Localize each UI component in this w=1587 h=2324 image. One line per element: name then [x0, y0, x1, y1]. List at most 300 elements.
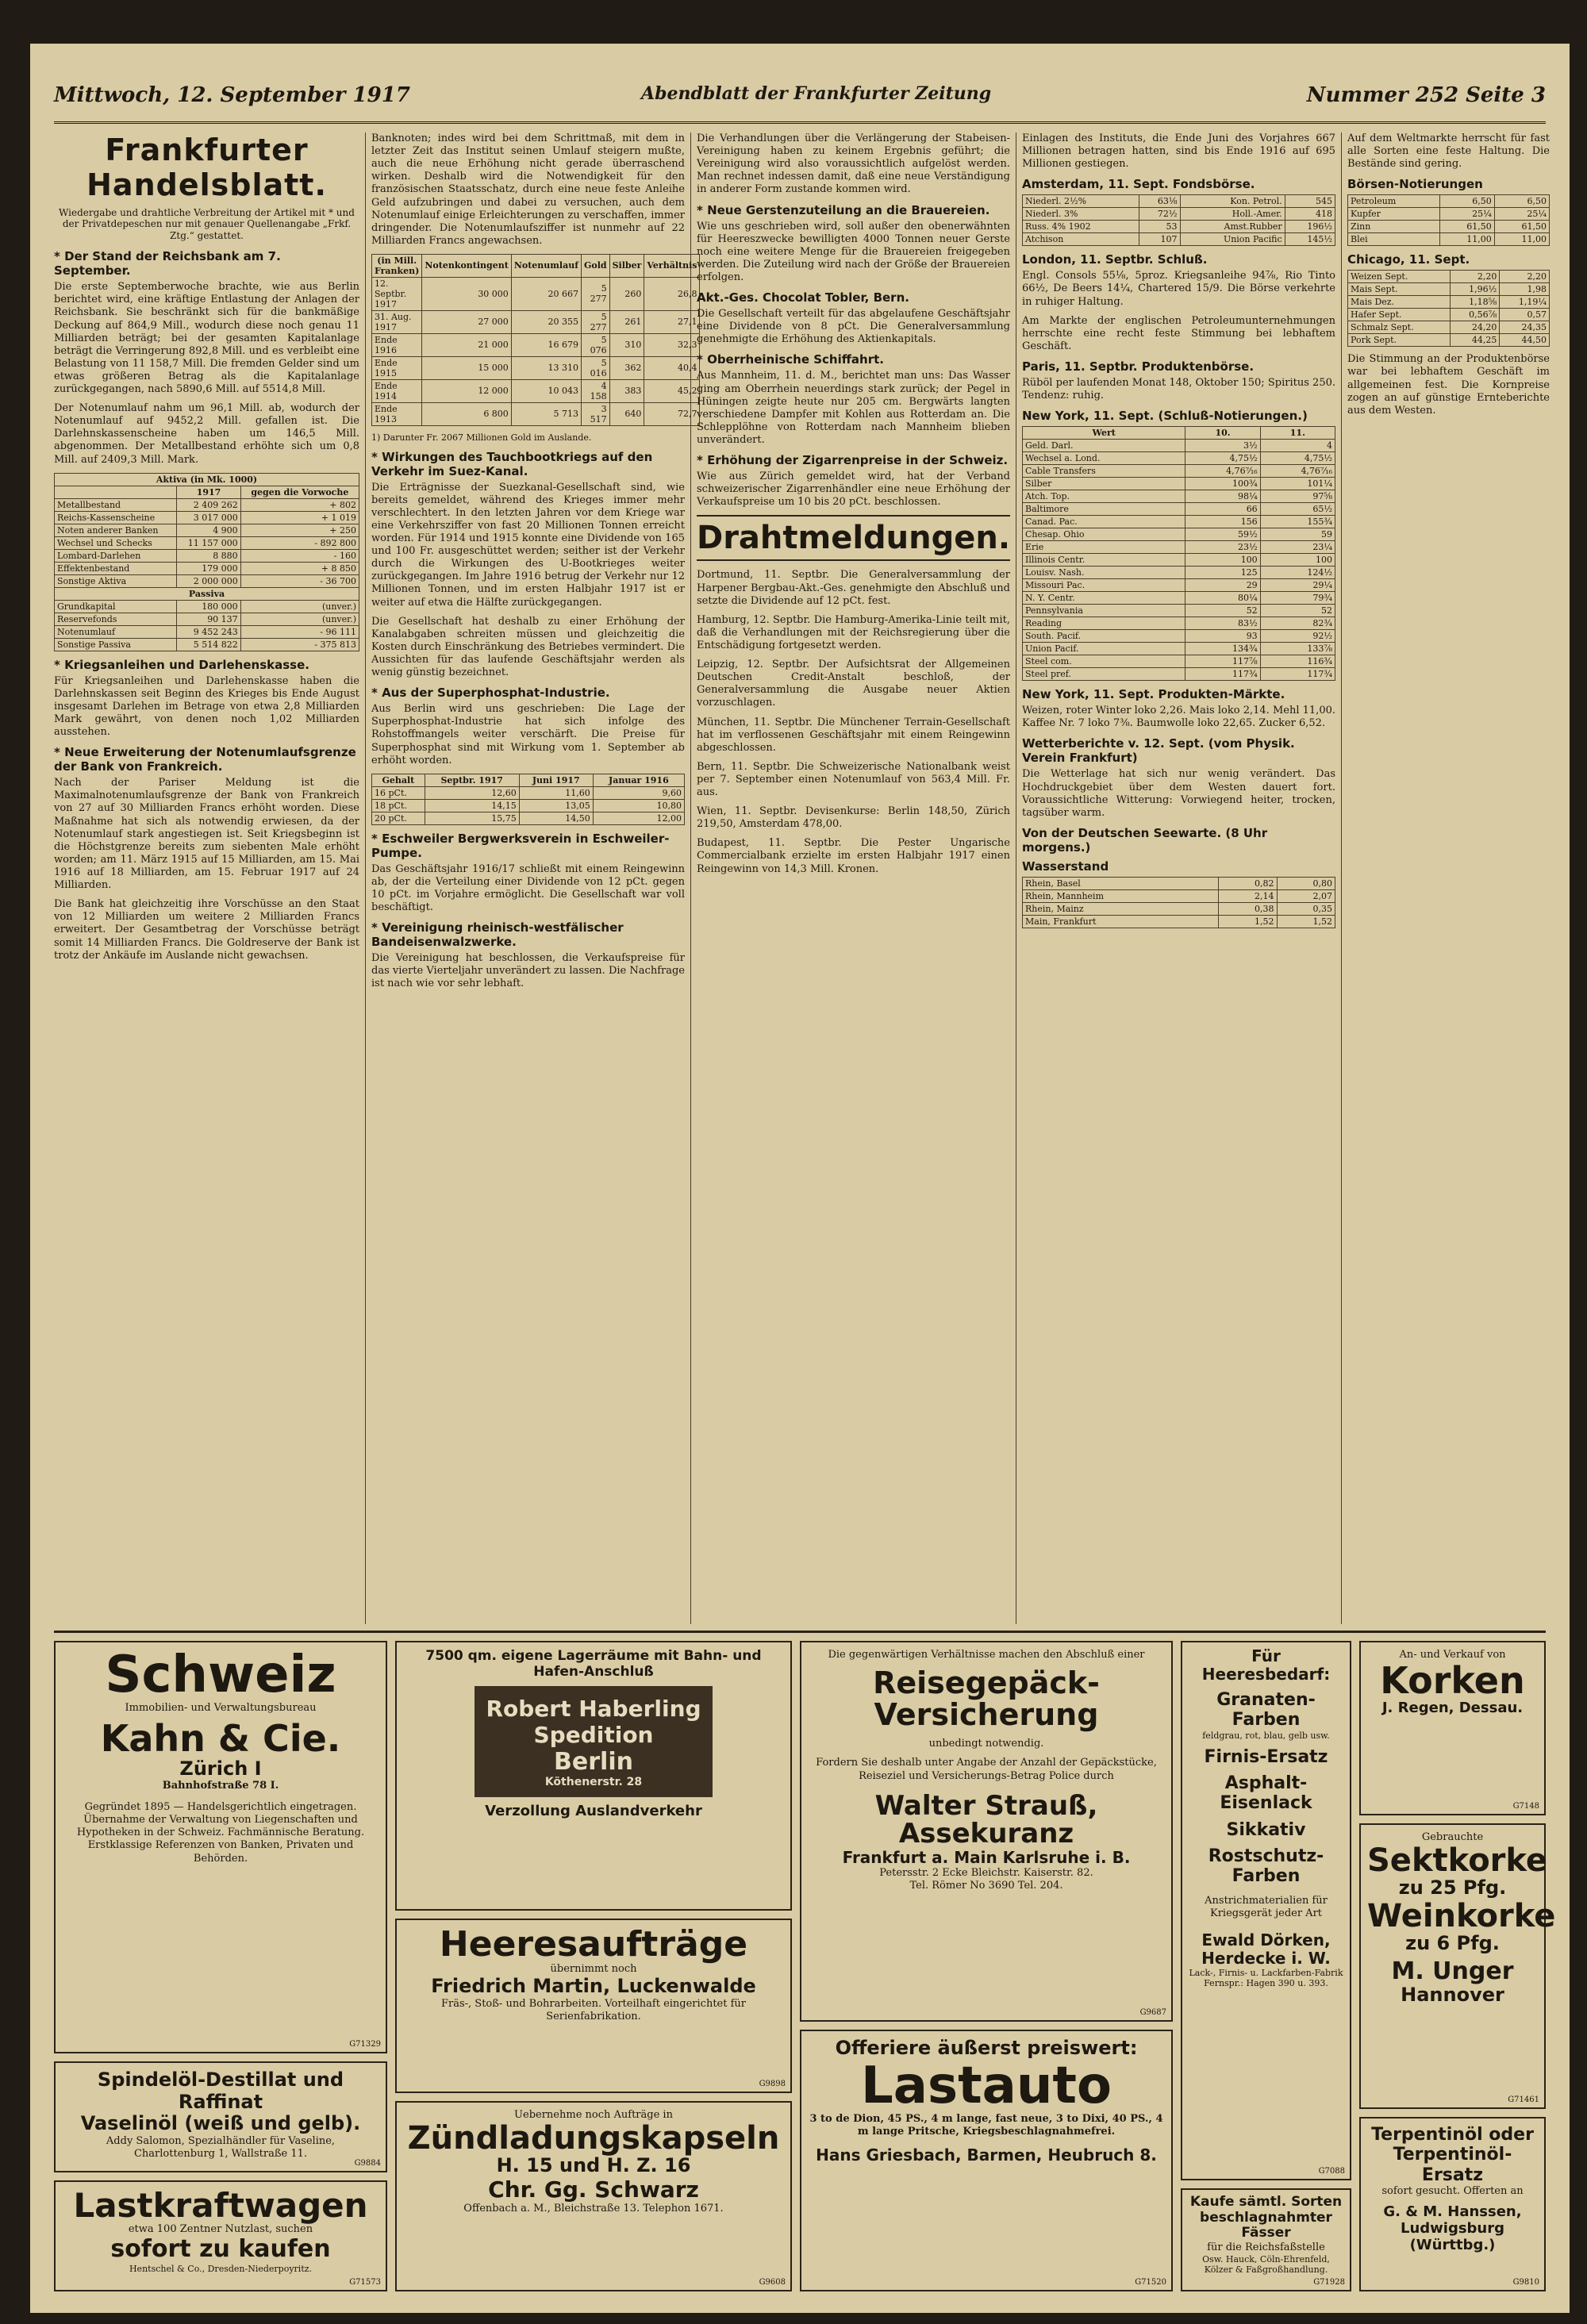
news-item: Budapest, 11. Septbr. Die Pester Ungarische Commercialbank erzielte im ersten Halbjahr 1917 einen Reingewinn von 14,3 Mill. Kronen. [697, 837, 1010, 875]
table-cell: 1,98 [1500, 283, 1550, 296]
table-cell: 13 310 [511, 356, 581, 379]
table-row [1023, 452, 1335, 465]
table-cell: 59 [1260, 528, 1335, 541]
article-text: Die Gesellschaft hat deshalb zu einer Erhöhung der Kanalabgaben schreiten müssen und gleichzeitig die Kosten durch Einschränkung des Betriebes vermindert. Die Aussichten für das laufende Geschäftsjahr werden als wenig günstig bezeichnet. [371, 615, 685, 679]
table-cell: 27,1 [644, 310, 700, 333]
table-cell: 16 pCt. [372, 786, 425, 799]
table-header [372, 774, 685, 786]
ad-haberling [395, 1641, 792, 1911]
table-cell: Union Pacific [1180, 233, 1285, 246]
table-row [55, 549, 359, 562]
article-text: Weizen, roter Winter loko 2,26. Mais loko 2,14. Mehl 11,00. Kaffee Nr. 7 loko 7⅜. Baumwolle loko 22,65. Zucker 6,52. [1022, 705, 1335, 730]
ad-address: Bahnhofstraße 78 I. [162, 1780, 279, 1792]
table-cell: Steel pref. [1023, 668, 1185, 681]
table-cell: 134¾ [1185, 643, 1260, 655]
article-heading: * Wirkungen des Tauchbootkriegs auf den Verkehr im Suez-Kanal. [371, 449, 653, 478]
ad-firm: Ewald Dörken, Herdecke i. W. [1201, 1930, 1331, 1969]
ad-code: G9608 [759, 2278, 786, 2287]
article-text: Die Gesellschaft verteilt für das abgelaufene Geschäftsjahr eine Dividende von 8 pCt. Die Generalversammlung genehmigte die Erhöhung des Aktienkapitals. [697, 308, 1010, 346]
ad-firm: Chr. Gg. Schwarz [488, 2176, 699, 2203]
ad-reisegepaeck [800, 1641, 1173, 2022]
table-cell: 93 [1185, 630, 1260, 643]
table-row [1023, 579, 1335, 592]
table-cell: 40,4 [644, 356, 700, 379]
ad-item: Asphalt-Eisenlack [1220, 1773, 1312, 1814]
table-cell: 14,50 [519, 812, 593, 824]
market-heading: Chicago, 11. Sept. [1347, 252, 1470, 267]
table-row [55, 625, 359, 638]
table-row [372, 812, 685, 824]
table-cell: Chesap. Ohio [1023, 528, 1185, 541]
news-item: Leipzig, 12. Septbr. Der Aufsichtsrat der Allgemeinen Deutschen Credit-Anstalt beschloß, der Generalversammlung die Ausgabe neuer Aktien vorzuschlagen. [697, 659, 1010, 709]
table-cell: N. Y. Centr. [1023, 592, 1185, 605]
table-cell: 82¾ [1260, 617, 1335, 630]
ad-terpentin [1359, 2117, 1546, 2291]
table-cell: Main, Frankfurt [1023, 915, 1219, 928]
table-row [1348, 309, 1550, 321]
table-cell: 11,00 [1439, 233, 1494, 246]
ad-title: Weinkorke [1367, 1897, 1556, 1934]
table-cell: - 96 111 [240, 625, 359, 638]
table-cell: 72½ [1139, 208, 1180, 221]
table-cell: 124½ [1260, 567, 1335, 579]
ad-subtitle: unbedingt notwendig. [928, 1738, 1044, 1750]
ad-title: Schweiz [105, 1646, 336, 1704]
table-cell: Atchison [1023, 233, 1139, 246]
table-cell: Missouri Pac. [1023, 579, 1185, 592]
table-cell: 4,76⁷⁄₁₆ [1185, 465, 1260, 478]
ad-code: G9810 [1512, 2278, 1539, 2287]
table-row [372, 277, 700, 310]
table-cell: 5 016 [581, 356, 609, 379]
table-cell: + 1 019 [240, 511, 359, 524]
commodity-table [1347, 194, 1550, 246]
table-cell: 12,60 [425, 786, 519, 799]
ad-subtitle: Anstrichmaterialien für Kriegsgerät jeder Art [1205, 1894, 1328, 1919]
table-cell: 418 [1285, 208, 1335, 221]
table-header-cell: Januar 1916 [593, 774, 684, 786]
table-cell: 100¾ [1185, 478, 1260, 490]
masthead-note: Wiedergabe und drahtliche Verbreitung der Artikel mit * und der Privatdepeschen nur mit genauer Quellenangabe „Frkf. Ztg.“ gestattet. [59, 207, 355, 241]
table-cell: 13,05 [519, 799, 593, 812]
table-cell: Rhein, Mannheim [1023, 889, 1219, 902]
ad-subtitle: für die Reichsfaßstelle [1207, 2241, 1325, 2253]
table-cell: 180 000 [177, 600, 240, 613]
table-cell: 1,52 [1219, 915, 1277, 928]
table-cell: Lombard-Darlehen [55, 549, 177, 562]
ad-title: Reisegepäck-Versicherung [873, 1665, 1100, 1733]
table-cell: Grundkapital [55, 600, 177, 613]
table-note: 1) Darunter Fr. 2067 Millionen Gold im Auslande. [371, 432, 592, 443]
table-row [1023, 668, 1335, 681]
table-cell: 92½ [1260, 630, 1335, 643]
table-cell: Schmalz Sept. [1348, 321, 1451, 334]
header-date: Mittwoch, 12. September 1917 [54, 83, 410, 107]
table-header-cell: Notenkontingent [422, 254, 511, 277]
table-cell: 20 pCt. [372, 812, 425, 824]
table-cell: 14,15 [425, 799, 519, 812]
weather-heading: Von der Deutschen Seewarte. (8 Uhr morgens.) [1022, 825, 1268, 855]
table-cell: Kupfer [1348, 208, 1440, 221]
table-row [1348, 296, 1550, 309]
table-cell: 640 [609, 402, 644, 425]
table-cell: 26,8 [644, 277, 700, 310]
ad-subtitle: übernimmt noch [550, 1963, 637, 1976]
table-cell: 4 [1260, 440, 1335, 452]
table-header [1023, 427, 1335, 440]
logo-text: Robert Haberling Spedition [486, 1695, 701, 1748]
ad-zuendladung [395, 2101, 792, 2291]
table-cell: 101¼ [1260, 478, 1335, 490]
table-cell: Mais Dez. [1348, 296, 1451, 309]
table-cell: 10,80 [593, 799, 684, 812]
table-title: Aktiva (in Mk. 1000) [55, 473, 359, 486]
table-header-cell: Gehalt [372, 774, 425, 786]
table-row [1023, 221, 1335, 233]
ad-korken [1359, 1641, 1546, 1815]
table-cell: Louisv. Nash. [1023, 567, 1185, 579]
table-row [1023, 915, 1335, 928]
table-cell: 20 667 [511, 277, 581, 310]
table-row [1023, 567, 1335, 579]
table-cell: 25¼ [1439, 208, 1494, 221]
table-cell: - 36 700 [240, 574, 359, 587]
header-paper-name: Abendblatt der Frankfurter Zeitung [641, 83, 992, 104]
table-cell: Ende 1913 [372, 402, 422, 425]
ad-title: Terpentinöl oder Terpentinöl-Ersatz [1371, 2125, 1534, 2185]
table-cell: 100 [1260, 554, 1335, 567]
table-row [372, 356, 700, 379]
ad-lastauto [800, 2030, 1173, 2291]
table-cell: Union Pacif. [1023, 643, 1185, 655]
table-cell: 117⅞ [1185, 655, 1260, 668]
ad-title: Korken [1380, 1659, 1525, 1703]
table-cell: Reservefonds [55, 613, 177, 625]
ad-firm-type: Lack-, Firnis- u. Lackfarben-Fabrik [1189, 1968, 1343, 1979]
table-cell: 15 000 [422, 356, 511, 379]
table-cell: 4,75½ [1185, 452, 1260, 465]
table-cell: Reichs-Kassenscheine [55, 511, 177, 524]
table-cell: 2,14 [1219, 889, 1277, 902]
table-header-cell: Gold [581, 254, 609, 277]
table-cell: Zinn [1348, 221, 1440, 233]
table-row [1348, 321, 1550, 334]
new-york-table [1022, 426, 1335, 681]
ad-code: G71329 [349, 2040, 381, 2049]
article-heading: * Neue Erweiterung der Notenumlaufsgrenze der Bank von Frankreich. [54, 745, 356, 774]
column-1 [54, 133, 359, 1624]
news-item: München, 11. Septbr. Die Münchener Terrain-Gesellschaft hat im verflossenen Geschäftsjahr mit einem Reingewinn abgeschlossen. [697, 716, 1010, 754]
table-cell: 6,50 [1494, 195, 1549, 208]
table-cell: 63⅛ [1139, 195, 1180, 208]
water-level-table [1022, 877, 1335, 928]
ad-price: zu 6 Pfg. [1405, 1931, 1500, 1954]
table-header-cell: Verhältnis [644, 254, 700, 277]
ad-title: Heeresaufträge [439, 1924, 748, 1965]
table-cell: 179 000 [177, 562, 240, 574]
table-cell: 52 [1260, 605, 1335, 617]
ad-address: Petersstr. 2 Ecke Bleichstr. Kaiserstr. 82. [879, 1867, 1093, 1880]
table-cell: (unver.) [240, 600, 359, 613]
ad-firm: Walter Strauß, Assekuranz [874, 1789, 1098, 1850]
table-cell: 16 679 [511, 333, 581, 356]
ad-firm: G. & M. Hanssen, Ludwigsburg (Württbg.) [1383, 2203, 1522, 2253]
article-text: Die Stimmung an der Produktenbörse war bei lebhaftem Geschäft im allgemeinen fest. Die Kornpreise zogen an auf günstige Ernteberichte aus dem Westen. [1347, 353, 1550, 417]
ad-headline: sofort zu kaufen [110, 2235, 331, 2264]
ad-firm: Kahn & Cie. [100, 1717, 341, 1761]
ad-title: Kaufe sämtl. Sorten beschlagnahmter Fässer [1189, 2194, 1343, 2241]
table-cell: 29¼ [1260, 579, 1335, 592]
table-header-cell: Notenumlauf [511, 254, 581, 277]
ad-text: Fräs-, Stoß- und Bohrarbeiten. Vorteilhaft eingerichtet für Serienfabrikation. [440, 1998, 747, 2023]
table-cell: 6,50 [1439, 195, 1494, 208]
ad-top-line: Uebernehme noch Aufträge in [514, 2109, 673, 2121]
market-heading: New York, 11. Sept. Produkten-Märkte. [1022, 687, 1285, 702]
amsterdam-table [1022, 194, 1335, 246]
table-cell: - 160 [240, 549, 359, 562]
ad-firm: Hans Griesbach, Barmen, Heubruch 8. [816, 2145, 1157, 2165]
header-issue: Nummer 252 Seite 3 [1306, 83, 1546, 107]
article-text: Engl. Consols 55⅛, 5proz. Kriegsanleihe 94⅞, Rio Tinto 66½, De Beers 14¼, Chartered 15/9. Die Börse verkehrte in ruhiger Haltung. [1022, 270, 1335, 308]
column-2 [371, 133, 697, 1624]
table-row [1023, 465, 1335, 478]
table-cell: 44,50 [1500, 334, 1550, 347]
ad-firm: J. Regen, Dessau. [1381, 1699, 1524, 1716]
ad-schweiz [54, 1641, 387, 2053]
table-cell: 1,52 [1277, 915, 1335, 928]
table-row [372, 310, 700, 333]
article-heading: Akt.-Ges. Chocolat Tobler, Bern. [697, 290, 909, 305]
ad-code: G71461 [1508, 2095, 1539, 2104]
table-cell: 21 000 [422, 333, 511, 356]
table-cell: 0,56⅞ [1450, 309, 1500, 321]
table-cell: 155¾ [1260, 516, 1335, 528]
table-cell: 12,00 [593, 812, 684, 824]
article-heading: * Der Stand der Reichsbank am 7. September. [54, 249, 281, 278]
table-cell: 65½ [1260, 503, 1335, 516]
table-header-cell: (in Mill. Franken) [372, 254, 422, 277]
article-heading: * Erhöhung der Zigarrenpreise in der Schweiz. [697, 453, 1009, 468]
table-header-cell: 11. [1260, 427, 1335, 440]
ad-code: G71520 [1135, 2278, 1166, 2287]
table-row [1023, 233, 1335, 246]
article-text: Rüböl per laufenden Monat 148, Oktober 150; Spiritus 250. Tendenz: ruhig. [1022, 376, 1335, 402]
ad-code: G71928 [1313, 2278, 1345, 2287]
table-cell: 0,57 [1500, 309, 1550, 321]
table-cell: 90 137 [177, 613, 240, 625]
ad-code: G9898 [759, 2080, 786, 2088]
table-cell: 117¾ [1260, 668, 1335, 681]
table-header-cell: Silber [609, 254, 644, 277]
table-cell: Erie [1023, 541, 1185, 554]
table-cell: 2 409 262 [177, 498, 240, 511]
ad-phone: Fernspr.: Hagen 390 u. 393. [1204, 1978, 1328, 1989]
table-cell: 24,20 [1450, 321, 1500, 334]
market-heading: Amsterdam, 11. Sept. Fondsbörse. [1022, 177, 1255, 192]
ad-top-line: Für Heeresbedarf: [1201, 1646, 1331, 1684]
reichsbank-table [54, 473, 359, 651]
table-cell: 79¾ [1260, 592, 1335, 605]
table-cell: Canad. Pac. [1023, 516, 1185, 528]
ad-firm: Hentschel & Co., Dresden-Niederpoyritz. [129, 2263, 313, 2274]
ad-price: zu 25 Pfg. [1398, 1876, 1507, 1900]
page-header [54, 75, 1546, 124]
banque-de-france-table [371, 254, 700, 426]
table-row [1348, 334, 1550, 347]
table-row [1023, 655, 1335, 668]
table-cell: Hafer Sept. [1348, 309, 1451, 321]
table-cell: 11,60 [519, 786, 593, 799]
table-cell: 98¼ [1185, 490, 1260, 503]
table-cell: Metallbestand [55, 498, 177, 511]
table-row [1023, 877, 1335, 889]
table-cell: 29 [1185, 579, 1260, 592]
table-row [55, 536, 359, 549]
table-cell: Cable Transfers [1023, 465, 1185, 478]
table-cell: 6 800 [422, 402, 511, 425]
article-heading: * Aus der Superphosphat-Industrie. [371, 686, 610, 701]
article-heading: * Vereinigung rheinisch-westfälischer Bandeisenwalzwerke. [371, 920, 624, 950]
table-cell: South. Pacif. [1023, 630, 1185, 643]
table-cell: 4 900 [177, 524, 240, 536]
ad-firm: Friedrich Martin, Luckenwalde [431, 1975, 756, 1998]
table-cell: Ende 1916 [372, 333, 422, 356]
ad-code: G7148 [1512, 1802, 1539, 1811]
article-text: Für Kriegsanleihen und Darlehenskasse haben die Darlehnskassen seit Beginn des Krieges bis Ende August insgesamt Darlehen im Betrage von etwa 2,8 Milliarden Mark gewährt, von denen noch 1,02 Milliarden ausstehen. [54, 674, 359, 739]
table-cell: 5 514 822 [177, 638, 240, 651]
article-text: Der Notenumlauf nahm um 96,1 Mill. ab, wodurch der Notenumlauf auf 9452,2 Mill. gefallen ist. Die Darlehnskassenscheine haben um 146,5 Mill. abgenommen. Der Metallbestand erhöhte sich um 0,8 Mill. auf 2409,3 Mill. Mark. [54, 402, 359, 466]
ad-sektkorke [1359, 1823, 1556, 2109]
table-row [1023, 490, 1335, 503]
market-heading: New York, 11. Sept. (Schluß-Notierungen.) [1022, 409, 1308, 424]
table-cell: Blei [1348, 233, 1440, 246]
ad-firm: Osw. Hauck, Cöln-Ehrenfeld, Kölzer & Faßgroßhandlung. [1202, 2253, 1330, 2276]
table-row [1348, 283, 1550, 296]
ad-item: Rostschutz-Farben [1208, 1846, 1324, 1887]
ad-firm: Addy Salomon, Spezialhändler für Vaseline, [106, 2134, 336, 2147]
table-cell: 107 [1139, 233, 1180, 246]
table-cell: Pennsylvania [1023, 605, 1185, 617]
article-text: Die Vereinigung hat beschlossen, die Verkaufspreise für das vierte Vierteljahr unverändert zu lassen. Die Nachfrage ist nach wie vor sehr lebhaft. [371, 952, 685, 990]
table-cell: 100 [1185, 554, 1260, 567]
article-text: Die Bank hat gleichzeitig ihre Vorschüsse an den Staat von 12 Milliarden um weitere 2 Milliarden Francs erweitert. Der Gesamtbetrag der Vorschüsse beträgt somit 14 Milliarden Francs. Die Goldreserve der Bank ist trotz der Ankäufe im Auslande nicht gewachsen. [54, 898, 359, 962]
table-cell: 11 157 000 [177, 536, 240, 549]
table-cell: Reading [1023, 617, 1185, 630]
ad-text: 3 to de Dion, 45 PS., 4 m lange, fast neue, 3 to Dixi, 40 PS., 4 m lange Pritsche, Kriegsbeschlagnahmefrei. [809, 2112, 1163, 2138]
ad-address: Frankfurt a. Main Karlsruhe i. B. [842, 1848, 1131, 1868]
table-header [55, 486, 359, 498]
column-rule [365, 133, 366, 1624]
table-cell: Effektenbestand [55, 562, 177, 574]
table-cell: 24,35 [1500, 321, 1550, 334]
article-heading: * Oberrheinische Schiffahrt. [697, 352, 884, 367]
table-cell: 2,20 [1500, 271, 1550, 283]
table-cell: 15,75 [425, 812, 519, 824]
table-cell: 5 277 [581, 310, 609, 333]
table-row [55, 511, 359, 524]
table-cell: + 8 850 [240, 562, 359, 574]
ad-subtitle: etwa 100 Zentner Nutzlast, suchen [128, 2223, 313, 2236]
ad-title: Lastkraftwagen [73, 2186, 368, 2225]
table-cell: Wechsel und Schecks [55, 536, 177, 549]
article-text: Das Geschäftsjahr 1916/17 schließt mit einem Reingewinn ab, der die Verteilung einer Dividende von 12 pCt. gegen 10 pCt. im Vorjahre ermöglicht. Die Gesellschaft war voll beschäftigt. [371, 862, 685, 914]
article-heading: * Neue Gerstenzuteilung an die Brauereien. [697, 202, 990, 217]
ad-top-line: 7500 qm. eigene Lagerräume mit Bahn- und Hafen-Anschluß [425, 1648, 762, 1680]
ad-top-line: Gebrauchte [1421, 1831, 1484, 1843]
article-text: Die Erträgnisse der Suezkanal-Gesellschaft sind, wie bereits gemeldet, während des Krieges immer mehr verschlechtert. In den letzten Jahren vor dem Kriege war eine Verkehrsziffer von fast 20 Millionen Tonnen erreicht worden. Für 1914 und 1915 konnte eine Dividende von 165 und 100 Fr. ausgeschüttet werden; seither ist der Verkehr durch die Wirkungen des U-Bootkrieges weiter zurückgegangen. Im Jahre 1916 betrug der Verkehr nur 12 Millionen Tonnen, und im ersten Halbjahr 1917 ist er weiter auf etwa die Hälfte zurückgegangen. [371, 481, 685, 609]
ad-title: Vaselinöl (weiß und gelb). [80, 2112, 361, 2135]
table-cell: Amst.Rubber [1180, 221, 1285, 233]
ad-firm: M. Unger [1391, 1957, 1514, 1986]
section-heading-drahtmeldungen: Drahtmeldungen. [697, 515, 1010, 561]
newspaper-page [30, 44, 1570, 2313]
table-cell: 260 [609, 277, 644, 310]
logo-address: Köthenerstr. 28 [544, 1775, 643, 1788]
ad-title: Lastauto [861, 2056, 1112, 2115]
table-cell: 125 [1185, 567, 1260, 579]
table-cell: 5 277 [581, 277, 609, 310]
table-row [1348, 233, 1550, 246]
ad-faesser [1181, 2188, 1351, 2291]
ad-top-line: Die gegenwärtigen Verhältnisse machen den Abschluß einer [828, 1649, 1145, 1661]
table-cell: Notenumlauf [55, 625, 177, 638]
table-cell: 133⅞ [1260, 643, 1335, 655]
table-cell: 72,7 [644, 402, 700, 425]
table-cell: Weizen Sept. [1348, 271, 1451, 283]
table-cell: 4,75½ [1260, 452, 1335, 465]
table-cell: Sonstige Aktiva [55, 574, 177, 587]
table-cell: 0,35 [1277, 902, 1335, 915]
ad-subtitle: H. 15 und H. Z. 16 [496, 2154, 691, 2177]
table-row [1023, 541, 1335, 554]
article-heading: * Kriegsanleihen und Darlehenskasse. [54, 657, 309, 672]
table-cell: Holl.-Amer. [1180, 208, 1285, 221]
table-cell: 117¾ [1185, 668, 1260, 681]
market-heading: Paris, 11. Septbr. Produktenbörse. [1022, 359, 1255, 374]
table-cell: 61,50 [1494, 221, 1549, 233]
ad-text: sofort gesucht. Offerten an [1381, 2184, 1524, 2197]
article-text: Wie uns geschrieben wird, soll außer den obenerwähnten für Heereszwecke bewilligten 4000 Tonnen neuer Gerste noch eine weitere Menge für die Brauereien freigegeben werden. Die Zuteilung wird nach der Größe der Brauereien erfolgen. [697, 220, 1010, 283]
ad-title: Sektkorke [1367, 1842, 1548, 1880]
table-header-cell: 10. [1185, 427, 1260, 440]
article-text: Aus Berlin wird uns geschrieben: Die Lage der Superphosphat-Industrie hat sich infolge des Rohstoffmangels weiter verschärft. Die Preise für Superphosphat sind mit Wirkung vom 1. September ab erhöht worden. [371, 703, 685, 766]
chicago-table [1347, 270, 1550, 347]
table-cell: 27 000 [422, 310, 511, 333]
table-row [372, 333, 700, 356]
table-cell: 156 [1185, 516, 1260, 528]
article-text: Die erste Septemberwoche brachte, wie aus Berlin berichtet wird, eine kräftige Entlastung der Anlagen der Reichsbank. Sie beschränkt sich für die bankmäßige Deckung auf 864,9 Mill., wodurch diese noch genau 11 Milliarden beträgt; bei der gesamten Kapitalanlage beträgt die Verringerung 892,8 Mill. und es verbleibt eine Belastung von 11 158,7 Mill. Die fremden Gelder sind um etwas größeren Betrag als die Kapitalanlage zurückgegangen, nach 5890,6 Mill. auf 5514,8 Mill. [54, 281, 359, 396]
table-header-cell: Wert [1023, 427, 1185, 440]
market-heading: London, 11. Septbr. Schluß. [1022, 252, 1208, 267]
table-cell: 3½ [1185, 440, 1260, 452]
table-cell: Noten anderer Banken [55, 524, 177, 536]
table-cell: 1,19¼ [1500, 296, 1550, 309]
table-cell: 5 076 [581, 333, 609, 356]
news-item: Bern, 11. Septbr. Die Schweizerische Nationalbank weist per 7. September einen Notenumlauf von 563,4 Mill. Fr. aus. [697, 760, 1010, 799]
news-item: Wien, 11. Septbr. Devisenkurse: Berlin 148,50, Zürich 219,50, Amsterdam 478,00. [697, 805, 1010, 831]
table-cell: 45,2 [644, 379, 700, 402]
table-header-cell: gegen die Vorwoche [240, 486, 359, 498]
ad-subtitle: Verzollung Auslandverkehr [485, 1803, 702, 1820]
table-cell: Rhein, Mainz [1023, 902, 1219, 915]
ad-top-line: An- und Verkauf von [1399, 1649, 1506, 1661]
ad-subtitle: Immobilien- und Verwaltungsbureau [125, 1702, 317, 1715]
table-cell: 25¼ [1494, 208, 1549, 221]
weather-text: Die Wetterlage hat sich nur wenig verändert. Das Hochdruckgebiet über dem Westen dauert fort. Voraussichtliche Witterung: Vorwiegend heiter, trocken, tagsüber warm. [1022, 768, 1335, 819]
table-cell: 11,00 [1494, 233, 1549, 246]
table-row [372, 402, 700, 425]
table-row [1348, 221, 1550, 233]
